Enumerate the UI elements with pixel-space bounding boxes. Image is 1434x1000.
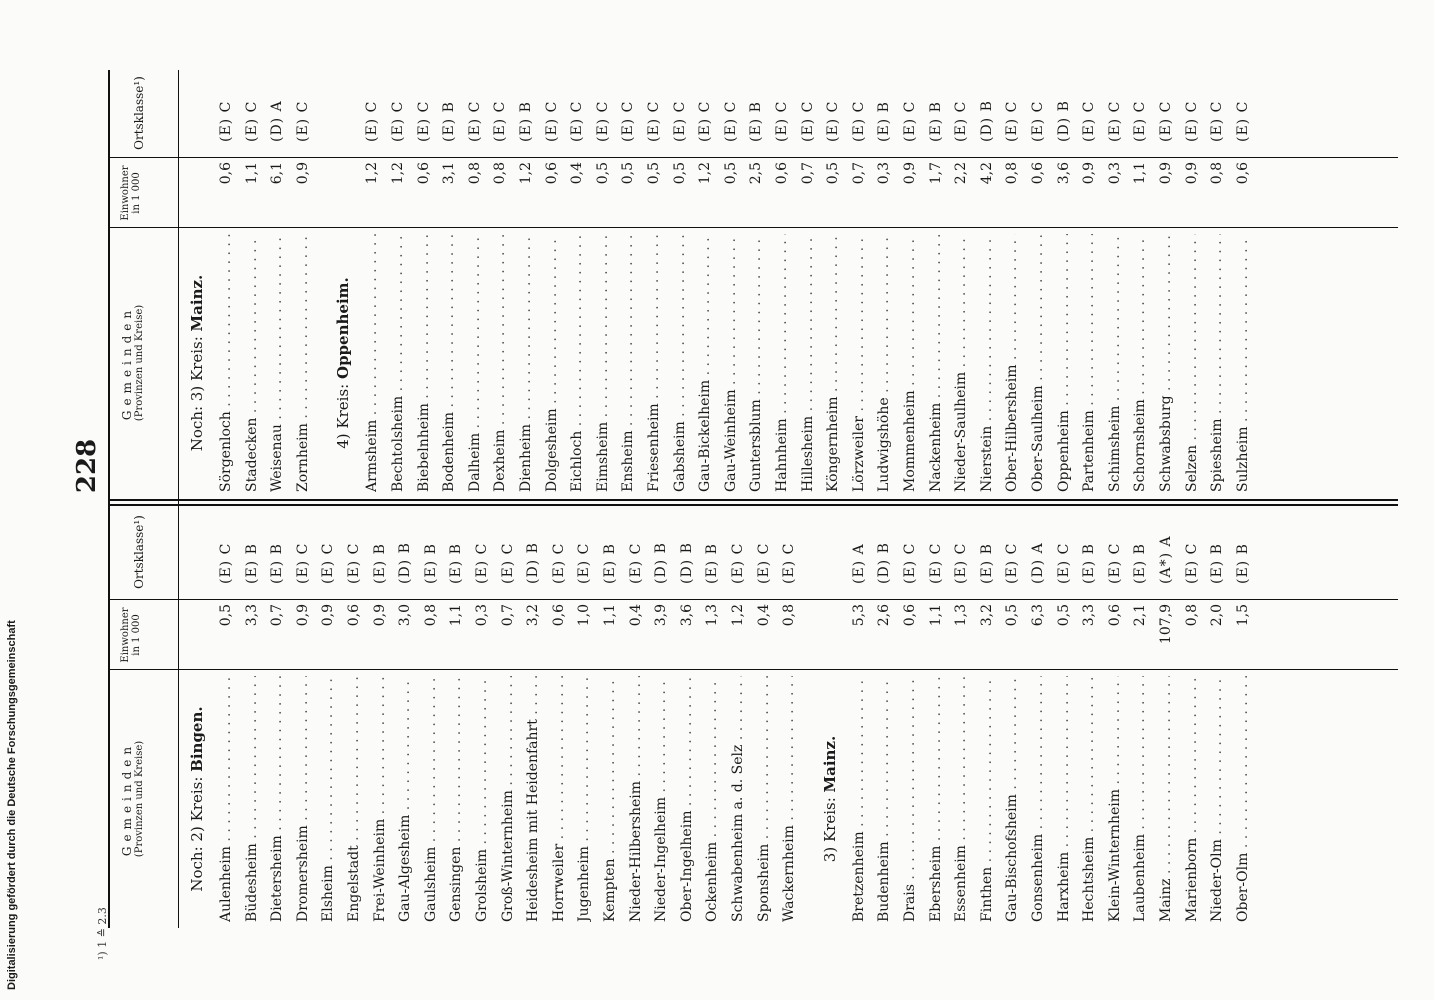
population-value: 1,1	[243, 162, 260, 185]
ortsklasse-value: (E) C	[953, 100, 970, 142]
municipality-name: Budenheim . . .	[872, 676, 896, 922]
municipality-name: Elsheim . . .	[316, 676, 340, 922]
ortsklasse-value: (E) C	[627, 542, 644, 584]
header-gemeinden-sub: (Provinzen und Kreise)	[134, 304, 145, 422]
section-heading	[184, 676, 210, 922]
municipality-name: Nieder-Hilbersheim . . .	[624, 676, 648, 922]
header-gemeinden-left	[120, 670, 145, 928]
population-value: 107,9	[1158, 604, 1174, 645]
population-value: 0,5	[825, 162, 842, 185]
municipality-name: Gensingen . . .	[444, 676, 468, 922]
ortsklasse-value: (E) C	[927, 542, 944, 584]
ortsklasse-value: (E) C	[576, 542, 593, 584]
municipality-name: Spiesheim . . .	[1205, 234, 1229, 492]
municipality-name: Sponsheim . . .	[752, 676, 776, 922]
population-value: 1,5	[1234, 604, 1251, 627]
municipality-name: Köngernheim . . .	[821, 234, 845, 492]
population-value: 1,2	[518, 162, 534, 185]
municipality-name: Armsheim . . .	[360, 234, 384, 492]
population-value: 3,1	[441, 162, 458, 185]
ortsklasse-value: (E) C	[697, 100, 714, 142]
population-value: 2,0	[1209, 604, 1226, 627]
population-value: 0,6	[1106, 604, 1123, 627]
population-value: 0,5	[646, 162, 662, 185]
municipality-name: Nieder-Ingelheim . . .	[649, 676, 673, 922]
population-value: 0,5	[1004, 604, 1021, 627]
ortsklasse-value: (E) B	[422, 543, 439, 584]
ortsklasse-value: (E) C	[492, 100, 509, 142]
population-value: 0,4	[569, 162, 586, 185]
ortsklasse-value: (E) C	[1004, 100, 1021, 142]
municipality-name: Hechtsheim . . .	[1077, 676, 1101, 922]
left-col-divider-2	[108, 599, 1398, 600]
header-ortsklasse-right: Ortsklasse¹)	[132, 76, 146, 150]
ortsklasse-value: (E) A	[850, 543, 867, 584]
section-title: Noch: 2) Kreis:	[188, 771, 206, 892]
section-title: 3) Kreis:	[820, 792, 839, 863]
population-value: 0,6	[346, 604, 362, 627]
ortsklasse-value: (E) C	[1055, 542, 1072, 584]
population-value: 1,2	[364, 162, 381, 185]
municipality-name: Heidesheim mit Heidenfahrt . . .	[521, 676, 545, 922]
population-value: 3,3	[1081, 604, 1098, 627]
municipality-name: Groß-Winternheim . . .	[496, 676, 520, 922]
ortsklasse-value: (E) C	[499, 542, 516, 584]
header-einwohner-right: Einwohner in 1 000	[120, 165, 142, 221]
municipality-name: Gaulsheim . . .	[419, 676, 443, 922]
header-ortsklasse-left: Ortsklasse¹)	[132, 515, 146, 589]
section-title-bold: Mainz.	[188, 274, 206, 332]
population-value: 1,2	[730, 604, 746, 627]
ortsklasse-value: (E) B	[371, 543, 388, 584]
municipality-name: Oppenheim . . .	[1052, 234, 1076, 492]
population-value: 0,8	[466, 162, 483, 185]
ortsklasse-value: (E) C	[543, 100, 560, 142]
population-value: 0,3	[876, 162, 893, 185]
municipality-name: Sulzheim . . .	[1231, 234, 1255, 492]
population-value: 0,9	[294, 162, 311, 185]
section-title: 4) Kreis:	[334, 379, 353, 449]
population-value: 0,7	[799, 162, 816, 185]
population-value: 0,3	[474, 604, 490, 627]
municipality-name: Guntersblum . . .	[744, 234, 768, 492]
population-value: 0,3	[1106, 162, 1123, 185]
population-value: 6,3	[1030, 604, 1046, 627]
section-title: Noch: 3) Kreis:	[188, 331, 206, 452]
ortsklasse-value: (E) C	[594, 100, 611, 142]
ortsklasse-value: (E) C	[1106, 542, 1123, 584]
population-value: 0,8	[1209, 162, 1226, 185]
ortsklasse-value: (E) B	[1132, 543, 1149, 584]
ortsklasse-value: (E) C	[620, 100, 637, 142]
population-value: 1,7	[927, 162, 944, 185]
population-value: 0,5	[594, 162, 611, 185]
population-value: 2,2	[953, 162, 970, 185]
municipality-name: Eimsheim . . .	[591, 234, 615, 492]
municipality-name: Dalheim . . .	[463, 234, 487, 492]
population-value: 1,2	[697, 162, 714, 185]
municipality-name: Drais . . .	[898, 676, 922, 922]
municipality-name: Nackenheim . . .	[924, 234, 948, 492]
section-heading	[184, 234, 210, 492]
ortsklasse-value: (E) B	[876, 101, 893, 142]
ortsklasse-value: (E) C	[781, 542, 798, 584]
ortsklasse-value: (E) B	[927, 101, 944, 142]
ortsklasse-value: (E) C	[1081, 100, 1098, 142]
population-value: 5,3	[850, 604, 867, 627]
header-gemeinden-main: Gemeinden	[120, 741, 134, 857]
ortsklasse-value: (E) C	[243, 100, 260, 142]
population-value: 0,5	[1055, 604, 1072, 627]
ortsklasse-value: (E) B	[978, 543, 995, 584]
municipality-name: Wackernheim . . .	[777, 676, 801, 922]
municipality-name: Sörgenloch . . .	[214, 234, 238, 492]
population-value: 0,8	[781, 604, 798, 627]
municipality-name: Ensheim . . .	[616, 234, 640, 492]
ortsklasse-value: (E) C	[1004, 542, 1021, 584]
ortsklasse-value: (E) B	[704, 543, 721, 584]
population-value: 0,9	[1183, 162, 1200, 185]
ortsklasse-value: (E) B	[269, 543, 286, 584]
population-value: 1,0	[576, 604, 593, 627]
municipality-name: Ober-Ingelheim . . .	[675, 676, 699, 922]
municipality-name: Gabsheim . . .	[668, 234, 692, 492]
municipality-name: Horrweiler . . .	[547, 676, 571, 922]
municipality-name: Aulenheim . . .	[214, 676, 238, 922]
municipality-name: Ebersheim . . .	[924, 676, 948, 922]
population-value: 0,7	[499, 604, 516, 627]
ortsklasse-value: (E) C	[722, 100, 739, 142]
ortsklasse-value: (E) B	[1209, 543, 1226, 584]
municipality-name: Harxheim . . .	[1052, 676, 1076, 922]
ortsklasse-value: (E) C	[294, 542, 311, 584]
population-value: 3,6	[678, 604, 695, 627]
municipality-name: Weisenau . . .	[265, 234, 289, 492]
population-value: 0,9	[320, 604, 337, 627]
section-title-bold: Oppenheim.	[334, 277, 353, 379]
sidebar-note-text: Digitalisierung gefördert durch die Deutsche Forschungsgemeinschaft	[6, 620, 18, 990]
municipality-name: Ober-Hilbersheim . . .	[1000, 234, 1024, 492]
population-value: 3,2	[525, 604, 542, 627]
municipality-name: Hahnheim . . .	[770, 234, 794, 492]
population-value: 1,1	[1132, 162, 1149, 185]
ortsklasse-value: (E) C	[1183, 100, 1200, 142]
ortsklasse-value: (D) B	[397, 542, 414, 584]
ortsklasse-value: (D) A	[1030, 542, 1046, 584]
section-heading	[817, 676, 843, 922]
population-value: 0,8	[1183, 604, 1200, 627]
municipality-name: Dolgesheim . . .	[540, 234, 564, 492]
municipality-name: Schornsheim . . .	[1128, 234, 1152, 492]
right-col-divider-2	[108, 157, 1398, 158]
population-value: 2,5	[748, 162, 765, 185]
ortsklasse-value: (E) C	[390, 100, 406, 142]
ortsklasse-value: (D) B	[876, 542, 893, 584]
ortsklasse-value: (D) B	[1055, 100, 1072, 142]
population-value: 0,8	[1004, 162, 1021, 185]
ortsklasse-value: (E) C	[346, 542, 362, 584]
population-value: 0,9	[1081, 162, 1098, 185]
ortsklasse-value: (E) C	[902, 542, 918, 584]
municipality-name: Schimsheim . . .	[1103, 234, 1127, 492]
ortsklasse-value: (E) C	[1234, 100, 1251, 142]
population-value: 0,5	[620, 162, 637, 185]
population-value: 4,2	[978, 162, 995, 185]
municipality-name: Gau-Bickelheim . . .	[693, 234, 717, 492]
municipality-name: Ober-Saulheim . . .	[1026, 234, 1050, 492]
population-value: 2,1	[1132, 604, 1149, 627]
ortsklasse-value: (E) C	[646, 100, 662, 142]
ortsklasse-value: (E) C	[294, 100, 311, 142]
ortsklasse-value: (E) C	[320, 542, 337, 584]
municipality-name: Gau-Algesheim . . .	[393, 676, 417, 922]
municipality-name: Ludwigshöhe . . .	[872, 234, 896, 492]
municipality-name: Essenheim . . .	[949, 676, 973, 922]
population-value: 1,1	[927, 604, 944, 627]
municipality-name: Lörzweiler . . .	[847, 234, 871, 492]
population-value: 0,5	[218, 604, 234, 627]
ortsklasse-value: (D) B	[978, 100, 995, 142]
ortsklasse-value: (E) C	[466, 100, 483, 142]
municipality-name: Nieder-Saulheim . . .	[949, 234, 973, 492]
ortsklasse-value: (E) C	[1183, 542, 1200, 584]
ortsklasse-value: (E) B	[518, 101, 534, 142]
municipality-name: Biebelnheim . . .	[412, 234, 436, 492]
municipality-name: Jugenheim . . .	[572, 676, 596, 922]
header-gemeinden-main: Gemeinden	[120, 305, 134, 421]
municipality-name: Büdesheim . . .	[240, 676, 264, 922]
population-value: 0,6	[774, 162, 790, 185]
ortsklasse-value: (E) C	[755, 542, 772, 584]
ortsklasse-value: (E) B	[602, 543, 618, 584]
population-value: 0,7	[269, 604, 286, 627]
population-value: 0,4	[755, 604, 772, 627]
municipality-name: Gonsenheim . . .	[1026, 676, 1050, 922]
municipality-name: Dienheim . . .	[514, 234, 538, 492]
ortsklasse-value: (E) C	[474, 542, 490, 584]
municipality-name: Zornheim . . .	[291, 234, 315, 492]
population-value: 0,6	[1234, 162, 1251, 185]
municipality-name: Mainz . . .	[1154, 676, 1178, 922]
population-value: 3,6	[1055, 162, 1072, 185]
population-value: 0,6	[415, 162, 432, 185]
municipality-name: Ober-Olm . . .	[1231, 676, 1255, 922]
ortsklasse-value: (D) B	[653, 542, 670, 584]
municipality-name: Bretzenheim . . .	[847, 676, 871, 922]
ortsklasse-value: (E) C	[825, 100, 842, 142]
municipality-name: Bodenheim . . .	[437, 234, 461, 492]
municipality-name: Hillesheim . . .	[796, 234, 820, 492]
population-value: 0,6	[902, 604, 918, 627]
municipality-name: Selzen . . .	[1180, 234, 1204, 492]
population-value: 0,8	[422, 604, 439, 627]
municipality-name: Ockenheim . . .	[700, 676, 724, 922]
population-value: 1,3	[704, 604, 721, 627]
ortsklasse-value: (E) B	[441, 101, 458, 142]
population-value: 0,9	[902, 162, 918, 185]
header-gemeinden-right	[120, 228, 145, 498]
population-value: 1,2	[390, 162, 406, 185]
municipality-name: Frei-Weinheim . . .	[368, 676, 392, 922]
population-value: 6,1	[269, 162, 286, 185]
ortsklasse-value: (D) A	[269, 100, 286, 142]
population-value: 0,6	[1030, 162, 1046, 185]
municipality-name: Nierstein . . .	[975, 234, 999, 492]
population-value: 0,8	[492, 162, 509, 185]
ortsklasse-value: (E) C	[550, 542, 567, 584]
sidebar-note	[6, 590, 18, 990]
ortsklasse-value: (E) C	[1209, 100, 1226, 142]
municipality-name: Gau-Weinheim . . .	[719, 234, 743, 492]
ortsklasse-value: (E) C	[1030, 100, 1046, 142]
population-value: 0,9	[294, 604, 311, 627]
section-title-bold: Mainz.	[820, 735, 839, 793]
municipality-name: Engelstadt . . .	[342, 676, 366, 922]
ortsklasse-value: (D) B	[678, 542, 695, 584]
population-value: 3,3	[243, 604, 260, 627]
municipality-name: Dexheim . . .	[488, 234, 512, 492]
population-value: 0,5	[722, 162, 739, 185]
ortsklasse-value: (E) B	[748, 101, 765, 142]
ortsklasse-value: (E) C	[730, 542, 746, 584]
ortsklasse-value: (E) C	[902, 100, 918, 142]
center-double-rule	[108, 504, 1398, 506]
ortsklasse-value: (E) B	[1234, 543, 1251, 584]
population-value: 0,9	[1158, 162, 1174, 185]
municipality-name: Finthen . . .	[975, 676, 999, 922]
municipality-name: Gau-Bischofsheim . . .	[1000, 676, 1024, 922]
section-heading	[330, 234, 356, 492]
right-col-divider-1	[108, 227, 1398, 228]
ortsklasse-value: (E) C	[850, 100, 867, 142]
population-value: 0,4	[627, 604, 644, 627]
population-value: 0,6	[550, 604, 567, 627]
municipality-name: Schwabenheim a. d. Selz . . .	[726, 676, 750, 922]
ortsklasse-value: (E) C	[569, 100, 586, 142]
municipality-name: Laubenheim . . .	[1128, 676, 1152, 922]
municipality-name: Friesenheim . . .	[642, 234, 666, 492]
ortsklasse-value: (E) C	[671, 100, 688, 142]
population-value: 1,1	[448, 604, 465, 627]
population-value: 0,7	[850, 162, 867, 185]
ortsklasse-value: (E) B	[1081, 543, 1098, 584]
municipality-name: Dromersheim . . .	[291, 676, 315, 922]
municipality-name: Mommenheim . . .	[898, 234, 922, 492]
header-einwohner-left: Einwohner in 1 000	[120, 607, 142, 663]
ortsklasse-value: (E) C	[953, 542, 970, 584]
municipality-name: Bechtolsheim . . .	[386, 234, 410, 492]
municipality-name: Partenheim . . .	[1077, 234, 1101, 492]
municipality-name: Klein-Winternheim . . .	[1103, 676, 1127, 922]
municipality-name: Marienborn . . .	[1180, 676, 1204, 922]
ortsklasse-value: (E) C	[1158, 100, 1174, 142]
municipality-name: Stadecken . . .	[240, 234, 264, 492]
footnote: ¹) 1 ≙ 2.3	[96, 907, 109, 960]
population-value: 3,0	[397, 604, 414, 627]
ortsklasse-value: (E) C	[799, 100, 816, 142]
left-col-divider-1	[108, 669, 1398, 670]
population-value: 0,6	[218, 162, 234, 185]
population-value: 1,3	[953, 604, 970, 627]
center-double-rule-2	[108, 499, 1398, 501]
population-value: 0,6	[543, 162, 560, 185]
ortsklasse-value: (E) C	[415, 100, 432, 142]
page-number: 228	[72, 438, 102, 494]
municipality-name: Kempten . . .	[598, 676, 622, 922]
population-value: 1,1	[602, 604, 618, 627]
municipality-name: Nieder-Olm . . .	[1205, 676, 1229, 922]
section-title-bold: Bingen.	[188, 706, 206, 772]
ortsklasse-value: (A*) A	[1158, 535, 1174, 584]
ortsklasse-value: (E) C	[218, 100, 234, 142]
ortsklasse-value: (E) C	[774, 100, 790, 142]
ortsklasse-value: (E) C	[1106, 100, 1123, 142]
population-value: 3,2	[978, 604, 995, 627]
population-value: 0,9	[371, 604, 388, 627]
population-value: 3,9	[653, 604, 670, 627]
ortsklasse-value: (E) C	[218, 542, 234, 584]
header-gemeinden-sub: (Provinzen und Kreise)	[134, 740, 145, 858]
ortsklasse-value: (D) B	[525, 542, 542, 584]
ortsklasse-value: (E) B	[448, 543, 465, 584]
municipality-name: Dietersheim . . .	[265, 676, 289, 922]
ortsklasse-value: (E) B	[243, 543, 260, 584]
municipality-name: Grolsheim . . .	[470, 676, 494, 922]
population-value: 2,6	[876, 604, 893, 627]
ortsklasse-value: (E) C	[1132, 100, 1149, 142]
population-value: 0,5	[671, 162, 688, 185]
ortsklasse-value: (E) C	[364, 100, 381, 142]
municipality-name: Schwabsburg . . .	[1154, 234, 1178, 492]
municipality-name: Eichloch . . .	[565, 234, 589, 492]
